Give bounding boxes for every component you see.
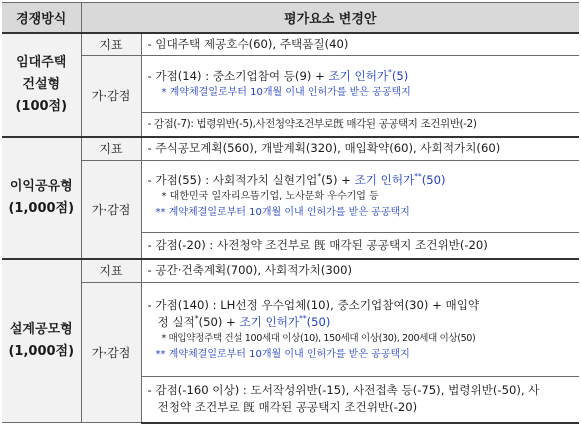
type-line: 이익공유형 <box>9 178 73 194</box>
bonus-penalty-label: 가·감점 <box>81 283 141 423</box>
footnote: * 매입약정주택 건설 100세대 이상(10), 150세대 이상(30), 200세대 이상(50) <box>161 332 476 344</box>
indicator-label: 지표 <box>81 137 141 161</box>
footnote: * 대한민국 일자리으뜸기업, 노사문화 우수기업 등 <box>161 191 379 202</box>
competition-type-cell <box>2 33 81 137</box>
indicator-text: - 임대주택 제공호수(60), 주택품질(40) <box>141 33 579 56</box>
type-line: 설계공모형 <box>9 321 73 337</box>
bonus-text: - 가점(140) : LH선정 우수업체(10), 중소기업참여(30) + 매입약 <box>147 297 480 312</box>
table-row <box>2 161 579 233</box>
footnote: * 계약체결일로부터 10개월 이내 인허가를 받은 공공택지 <box>161 86 411 98</box>
indicator-text: - 주식공모계획(560), 개발계획(320), 매입확약(60), 사회적가치(60) <box>141 137 579 161</box>
bonus-text: - 가점(14) : 중소기업참여 등(9) + 조기 인허가*(5) <box>147 67 409 83</box>
bonus-penalty-label: 가·감점 <box>81 161 141 259</box>
table-row <box>2 283 579 377</box>
header-competition-type: 경쟁방식 <box>2 3 81 34</box>
penalty-cell <box>141 233 579 259</box>
penalty-text: - 감점(-160 이상) : 도서작성위반(-15), 사전접촉 등(-75), 법령위반(-50), 사 <box>147 383 540 398</box>
type-line: (100점) <box>15 98 68 114</box>
table-row <box>2 137 579 161</box>
penalty-text-continued: 전청약 조건부로 旣 매각된 공공택지 조건위반(-20) <box>157 400 418 415</box>
table-row <box>2 259 579 283</box>
bonus-cell <box>141 161 579 233</box>
bonus-cell <box>141 56 579 113</box>
bonus-text: - 가점(55) : 사회적가치 실현기업*(5) + 조기 인허가**(50) <box>147 172 446 187</box>
footnote: ** 계약체결일로부터 10개월 이내 인허가를 받은 공공택지 <box>155 348 410 360</box>
early-permit-text: 조기 인허가 <box>239 314 300 329</box>
table-row <box>2 33 579 56</box>
table-row <box>2 56 579 113</box>
indicator-label: 지표 <box>81 259 141 283</box>
type-line: (1,000점) <box>8 200 75 216</box>
bonus-text-continued: 정 실적*(50) + 조기 인허가**(50) <box>157 313 331 329</box>
early-permit-text: 조기 인허가 <box>328 68 389 83</box>
early-permit-text: 조기 인허가 <box>354 173 415 187</box>
footnote: ** 계약체결일로부터 10개월 이내 인허가를 받은 공공택지 <box>155 207 410 218</box>
competition-type-cell <box>2 259 81 423</box>
type-line: 임대주택 <box>16 54 67 70</box>
indicator-text: - 공간·건축계획(700), 사회적가치(300) <box>141 259 579 283</box>
evaluation-criteria-table <box>2 2 579 424</box>
penalty-cell <box>141 377 579 423</box>
header-evaluation-changes: 평가요소 변경안 <box>81 3 579 34</box>
bonus-cell <box>141 283 579 377</box>
penalty-text: - 감점(-20) : 사전청약 조건부로 旣 매각된 공공택지 조건위반(-20) <box>147 237 488 252</box>
penalty-text: - 감점(-7): 법령위반(-5),사전청약조건부로旣 매각된 공공택지 조건위반(-2) <box>147 118 477 131</box>
type-line: (1,000점) <box>8 343 75 359</box>
competition-type-cell <box>2 137 81 259</box>
bonus-penalty-label: 가·감점 <box>81 56 141 137</box>
type-line: 건설형 <box>22 76 61 92</box>
table-header-row <box>2 3 579 34</box>
indicator-label: 지표 <box>81 33 141 56</box>
penalty-cell <box>141 113 579 137</box>
